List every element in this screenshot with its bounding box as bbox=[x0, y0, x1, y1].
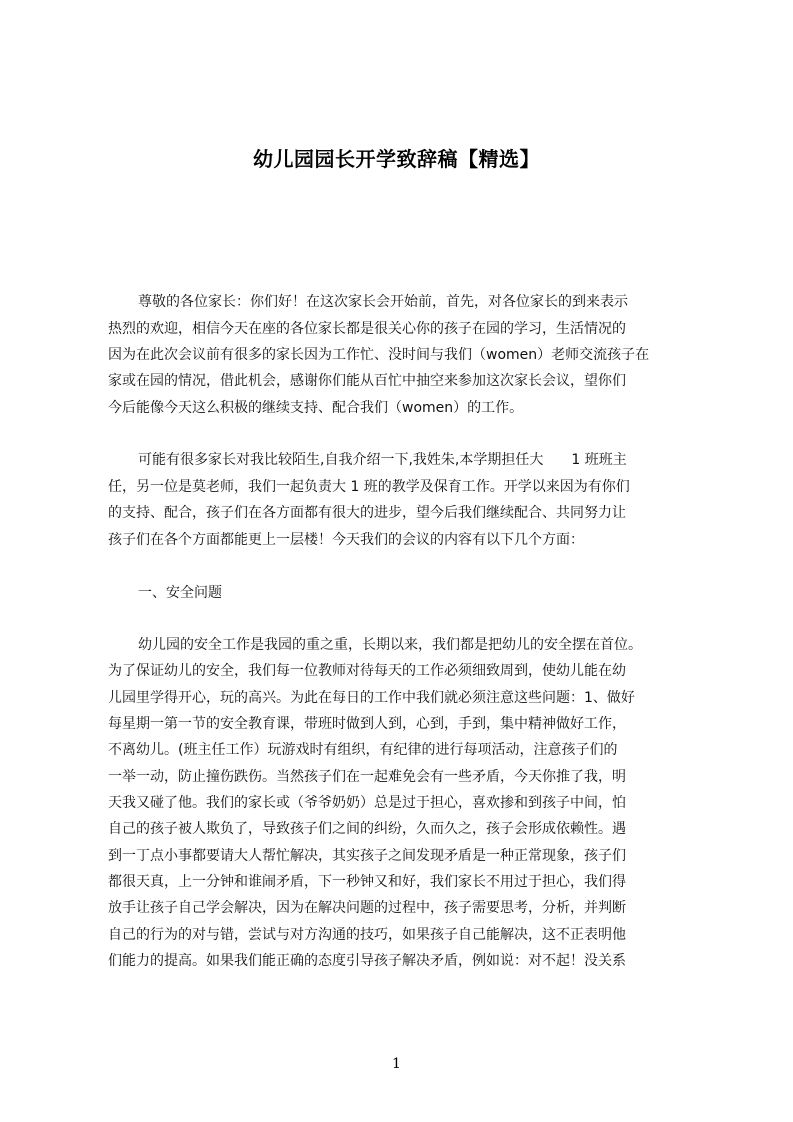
paragraph-1-line: 尊敬的各位家长：你们好！在这次家长会开始前，首先，对各位家长的到来表示 bbox=[138, 294, 628, 310]
paragraph-3-line: 自己的孩子被人欺负了，导致孩子们之间的纠纷，久而久之，孩子会形成依赖性。遇 bbox=[108, 821, 626, 837]
paragraph-2-line: 孩子们在各个方面都能更上一层楼！今天我们的会议的内容有以下几个方面： bbox=[108, 532, 584, 548]
paragraph-3-line: 到一丁点小事都要请大人帮忙解决，其实孩子之间发现矛盾是一种正常现象，孩子们 bbox=[108, 848, 626, 864]
paragraph-1-line: 家或在园的情况，借此机会，感谢你们能从百忙中抽空来参加这次家长会议，望你们 bbox=[108, 373, 626, 389]
page-number: 1 bbox=[392, 1056, 401, 1072]
paragraph-3-line: 一举一动，防止撞伤跌伤。当然孩子们在一起难免会有一些矛盾，今天你推了我，明 bbox=[108, 769, 626, 785]
paragraph-3-line: 天我又碰了他。我们的家长或（爷爷奶奶）总是过于担心，喜欢掺和到孩子中间，怕 bbox=[108, 795, 626, 811]
paragraph-2-line: 任，另一位是莫老师，我们一起负责大 1 班的教学及保育工作。开学以来因为有你们 bbox=[108, 479, 630, 495]
paragraph-2-line: 可能有很多家长对我比较陌生,自我介绍一下,我姓朱,本学期担任大 1 班班主 bbox=[138, 452, 627, 468]
paragraph-3-line: 不离幼儿。(班主任工作）玩游戏时有组织，有纪律的进行每项活动，注意孩子们的 bbox=[108, 742, 618, 758]
paragraph-3-line: 自己的行为的对与错，尝试与对方沟通的技巧，如果孩子自己能解决，这不正表明他 bbox=[108, 927, 626, 943]
paragraph-1-line: 热烈的欢迎，相信今天在座的各位家长都是很关心你的孩子在园的学习，生活情况的 bbox=[108, 321, 626, 337]
paragraph-2-line: 的支持、配合，孩子们在各方面都有很大的进步，望今后我们继续配合、共同努力让 bbox=[108, 505, 626, 521]
section-heading: 一、安全问题 bbox=[138, 585, 222, 601]
paragraph-1-line: 因为在此次会议前有很多的家长因为工作忙、没时间与我们（women）老师交流孩子在 bbox=[108, 347, 650, 363]
paragraph-3-line: 幼儿园的安全工作是我园的重之重，长期以来，我们都是把幼儿的安全摆在首位。 bbox=[138, 637, 642, 653]
paragraph-3-line: 为了保证幼儿的安全，我们每一位教师对待每天的工作必须细致周到，使幼儿能在幼 bbox=[108, 663, 626, 679]
paragraph-3-line: 放手让孩子自己学会解决，因为在解决问题的过程中，孩子需要思考，分析，并判断 bbox=[108, 900, 626, 916]
paragraph-3-line: 儿园里学得开心，玩的高兴。为此在每日的工作中我们就必须注意这些问题：1、做好 bbox=[108, 690, 635, 706]
paragraph-3-line: 们能力的提高。如果我们能正确的态度引导孩子解决矛盾，例如说：对不起！没关系 bbox=[108, 953, 626, 969]
paragraph-3-line: 都很天真，上一分钟和谁闹矛盾，下一秒钟又和好，我们家长不用过于担心，我们得 bbox=[108, 874, 626, 890]
paragraph-3-line: 每星期一第一节的安全教育课，带班时做到人到，心到，手到，集中精神做好工作， bbox=[108, 716, 626, 732]
document-title: 幼儿园园长开学致辞稿【精选】 bbox=[253, 147, 540, 171]
paragraph-1-line: 今后能像今天这么积极的继续支持、配合我们（women）的工作。 bbox=[108, 400, 524, 416]
